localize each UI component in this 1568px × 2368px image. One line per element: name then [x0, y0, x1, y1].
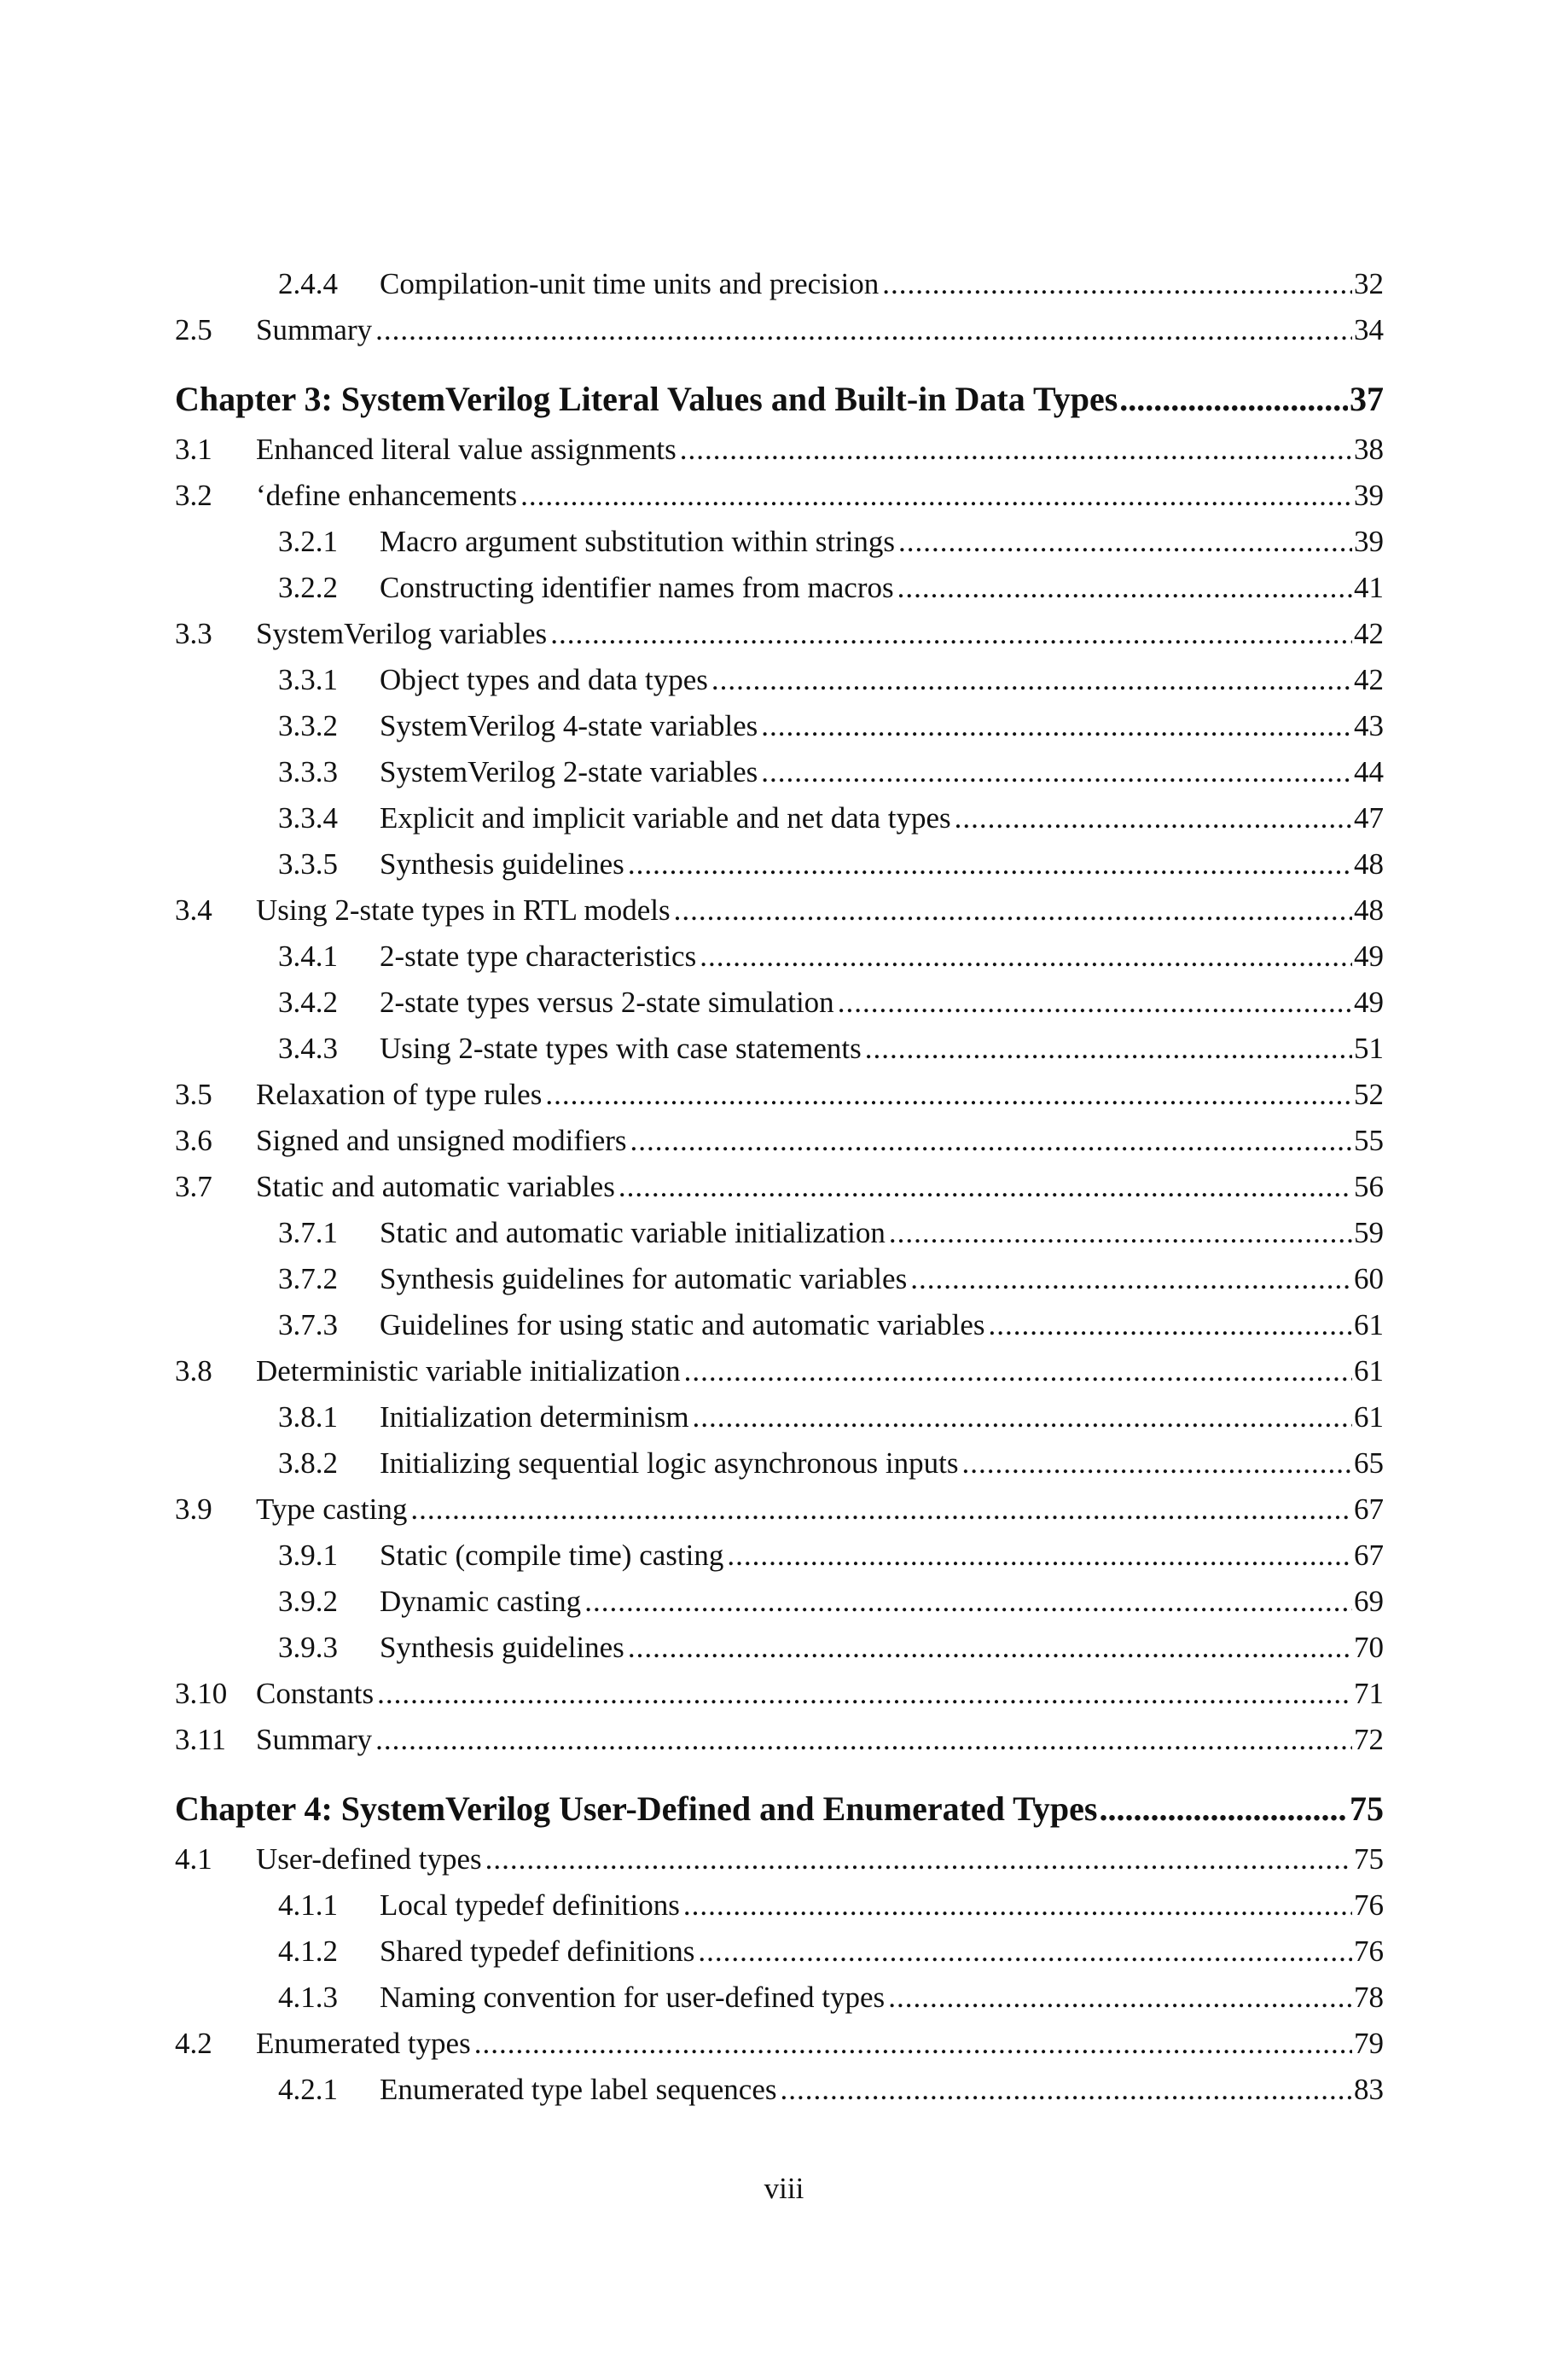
- entry-title: Using 2-state types in RTL models: [256, 893, 671, 927]
- entry-title: SystemVerilog variables: [256, 617, 548, 650]
- toc-entry-subsection: [175, 2067, 1384, 2113]
- toc-entry-subsection: [175, 703, 1384, 749]
- entry-title: Initialization determinism: [380, 1400, 689, 1434]
- dot-leader: [520, 473, 1352, 519]
- entry-number: 3.1: [175, 433, 212, 466]
- entry-page: 65: [1354, 1446, 1384, 1480]
- entry-page: 76: [1354, 1935, 1384, 1968]
- entry-number: 3.11: [175, 1723, 226, 1756]
- toc-entry-chapter: [175, 372, 1384, 427]
- entry-page: 67: [1354, 1539, 1384, 1572]
- entry-page: 67: [1354, 1492, 1384, 1526]
- dot-leader: [955, 795, 1352, 841]
- dot-leader: [628, 1625, 1352, 1671]
- entry-page: 41: [1354, 571, 1384, 604]
- dot-leader: [897, 565, 1352, 611]
- entry-number: 3.8.2: [278, 1446, 338, 1480]
- entry-page: 75: [1354, 1842, 1384, 1876]
- toc-entry-section: [175, 2021, 1384, 2067]
- dot-leader: [630, 1118, 1352, 1164]
- entry-page: 39: [1354, 525, 1384, 558]
- dot-leader: [761, 703, 1352, 749]
- dot-leader: [698, 1929, 1352, 1975]
- entry-number: 3.9.3: [278, 1631, 338, 1664]
- toc-entry-section: [175, 1118, 1384, 1164]
- entry-number: 3.9.1: [278, 1539, 338, 1572]
- entry-page: 51: [1354, 1032, 1384, 1065]
- toc-entry-section: [175, 1717, 1384, 1763]
- toc-entry-section: [175, 307, 1384, 353]
- entry-title: SystemVerilog 4-state variables: [380, 709, 758, 742]
- toc-entry-section: [175, 1164, 1384, 1210]
- entry-page: 76: [1354, 1888, 1384, 1922]
- entry-title: Using 2-state types with case statements: [380, 1032, 862, 1065]
- toc-entry-subsection: [175, 565, 1384, 611]
- toc-entry-subsection: [175, 1210, 1384, 1256]
- entry-number: 4.1.1: [278, 1888, 338, 1922]
- entry-page: 44: [1354, 755, 1384, 788]
- chapter-title: Chapter 3: SystemVerilog Literal Values and Built-in Data Types: [175, 380, 1118, 418]
- toc-entry-subsection: [175, 1975, 1384, 2021]
- entry-number: 4.1.3: [278, 1981, 338, 2014]
- entry-page: 43: [1354, 709, 1384, 742]
- dot-leader: [711, 657, 1352, 703]
- toc-entry-section: [175, 473, 1384, 519]
- entry-page: 61: [1354, 1400, 1384, 1434]
- dot-leader: [910, 1256, 1352, 1302]
- entry-page: 49: [1354, 940, 1384, 973]
- entry-title: Summary: [256, 313, 373, 346]
- toc-entry-subsection: [175, 519, 1384, 565]
- entry-number: 2.4.4: [278, 267, 338, 300]
- entry-number: 4.2: [175, 2027, 212, 2060]
- entry-page: 72: [1354, 1723, 1384, 1756]
- entry-title: Explicit and implicit variable and net data types: [380, 801, 951, 835]
- dot-leader: [838, 980, 1352, 1026]
- dot-leader: [485, 1836, 1352, 1882]
- toc-entry-subsection: [175, 1394, 1384, 1440]
- entry-page: 32: [1354, 267, 1384, 300]
- entry-number: 3.6: [175, 1124, 212, 1157]
- entry-page: 39: [1354, 479, 1384, 512]
- entry-page: 78: [1354, 1981, 1384, 2014]
- dot-leader: [700, 934, 1352, 980]
- entry-number: 3.3: [175, 617, 212, 650]
- entry-page: 34: [1354, 313, 1384, 346]
- entry-title: Signed and unsigned modifiers: [256, 1124, 627, 1157]
- entry-title: Static and automatic variables: [256, 1170, 615, 1203]
- dot-leader: [781, 2067, 1353, 2113]
- entry-page: 69: [1354, 1585, 1384, 1618]
- entry-page: 38: [1354, 433, 1384, 466]
- dot-leader: [1119, 372, 1348, 427]
- entry-title: Synthesis guidelines: [380, 1631, 624, 1664]
- toc-entry-section: [175, 1836, 1384, 1882]
- entry-page: 48: [1354, 893, 1384, 927]
- entry-title: Static (compile time) casting: [380, 1539, 724, 1572]
- entry-title: Constructing identifier names from macros: [380, 571, 894, 604]
- dot-leader: [550, 611, 1352, 657]
- entry-number: 4.1.2: [278, 1935, 338, 1968]
- entry-title: User-defined types: [256, 1842, 482, 1876]
- dot-leader: [377, 1671, 1352, 1717]
- toc-entry-section: [175, 1487, 1384, 1533]
- toc-entry-chapter: [175, 1782, 1384, 1836]
- dot-leader: [961, 1440, 1352, 1487]
- dot-leader: [674, 887, 1352, 934]
- dot-leader: [727, 1533, 1352, 1579]
- entry-page: 55: [1354, 1124, 1384, 1157]
- toc-entry-subsection: [175, 1026, 1384, 1072]
- entry-number: 3.7.2: [278, 1262, 338, 1295]
- dot-leader: [545, 1072, 1352, 1118]
- entry-number: 3.9.2: [278, 1585, 338, 1618]
- entry-title: Macro argument substitution within strings: [380, 525, 896, 558]
- toc-entry-section: [175, 1671, 1384, 1717]
- toc-entry-subsection: [175, 1533, 1384, 1579]
- entry-title: Static and automatic variable initialization: [380, 1216, 886, 1249]
- dot-leader: [474, 2021, 1352, 2067]
- toc-entry-subsection: [175, 1579, 1384, 1625]
- entry-number: 3.2.2: [278, 571, 338, 604]
- entry-number: 3.5: [175, 1078, 212, 1111]
- entry-number: 3.3.2: [278, 709, 338, 742]
- entry-number: 3.10: [175, 1677, 228, 1710]
- dot-leader: [584, 1579, 1352, 1625]
- entry-title: ‘define enhancements: [256, 479, 518, 512]
- entry-number: 4.2.1: [278, 2073, 338, 2106]
- entry-number: 3.4: [175, 893, 212, 927]
- chapter-title: Chapter 4: SystemVerilog User-Defined and Enumerated Types: [175, 1789, 1098, 1828]
- toc-entry-subsection: [175, 795, 1384, 841]
- toc-entry-section: [175, 427, 1384, 473]
- entry-number: 3.3.5: [278, 847, 338, 881]
- toc-entry-subsection: [175, 1302, 1384, 1348]
- entry-title: Compilation-unit time units and precision: [380, 267, 880, 300]
- entry-number: 3.8.1: [278, 1400, 338, 1434]
- toc-entry-subsection: [175, 657, 1384, 703]
- dot-leader: [684, 1348, 1352, 1394]
- entry-title: Relaxation of type rules: [256, 1078, 543, 1111]
- entry-title: Object types and data types: [380, 663, 708, 696]
- entry-number: 2.5: [175, 313, 212, 346]
- entry-number: 3.7.3: [278, 1308, 338, 1341]
- toc-entry-section: [175, 1348, 1384, 1394]
- page-folio: viii: [764, 2172, 804, 2205]
- toc-entry-subsection: [175, 980, 1384, 1026]
- entry-page: 42: [1354, 663, 1384, 696]
- entry-number: 3.9: [175, 1492, 212, 1526]
- entry-number: 3.4.1: [278, 940, 338, 973]
- entry-title: Constants: [256, 1677, 375, 1710]
- entry-number: 3.2: [175, 479, 212, 512]
- entry-page: 47: [1354, 801, 1384, 835]
- entry-page: 71: [1354, 1677, 1384, 1710]
- toc-entry-subsection: [175, 1625, 1384, 1671]
- entry-page: 48: [1354, 847, 1384, 881]
- dot-leader: [410, 1487, 1352, 1533]
- dot-leader: [693, 1394, 1352, 1440]
- toc-entry-section: [175, 1072, 1384, 1118]
- entry-number: 3.4.2: [278, 986, 338, 1019]
- entry-number: 3.3.4: [278, 801, 338, 835]
- entry-title: Enumerated types: [256, 2027, 471, 2060]
- entry-title: 2-state types versus 2-state simulation: [380, 986, 834, 1019]
- dot-leader: [618, 1164, 1352, 1210]
- entry-page: 59: [1354, 1216, 1384, 1249]
- entry-page: 79: [1354, 2027, 1384, 2060]
- dot-leader: [761, 749, 1352, 795]
- toc-entry-section: [175, 611, 1384, 657]
- entry-title: Dynamic casting: [380, 1585, 582, 1618]
- toc-entry-subsection: [175, 1882, 1384, 1929]
- entry-title: 2-state type characteristics: [380, 940, 697, 973]
- entry-title: Synthesis guidelines for automatic variables: [380, 1262, 908, 1295]
- entry-title: Deterministic variable initialization: [256, 1354, 681, 1388]
- toc-entry-subsection: [175, 1440, 1384, 1487]
- dot-leader: [888, 1975, 1352, 2021]
- toc-entry-subsection: [175, 841, 1384, 887]
- entry-page: 49: [1354, 986, 1384, 1019]
- entry-title: Naming convention for user-defined types: [380, 1981, 886, 2014]
- entry-title: Synthesis guidelines: [380, 847, 624, 881]
- table-of-contents: [175, 261, 1384, 2113]
- entry-title: SystemVerilog 2-state variables: [380, 755, 758, 788]
- entry-page: 83: [1354, 2073, 1384, 2106]
- entry-title: Guidelines for using static and automatic variables: [380, 1308, 985, 1341]
- entry-page: 37: [1350, 380, 1384, 418]
- entry-number: 3.4.3: [278, 1032, 338, 1065]
- toc-entry-subsection: [175, 261, 1384, 307]
- dot-leader: [889, 1210, 1352, 1256]
- toc-entry-subsection: [175, 1929, 1384, 1975]
- entry-number: 3.7.1: [278, 1216, 338, 1249]
- toc-entry-subsection: [175, 749, 1384, 795]
- entry-title: Enhanced literal value assignments: [256, 433, 677, 466]
- entry-title: Type casting: [256, 1492, 408, 1526]
- entry-number: 3.3.3: [278, 755, 338, 788]
- dot-leader: [882, 261, 1352, 307]
- dot-leader: [1099, 1782, 1348, 1836]
- entry-title: Enumerated type label sequences: [380, 2073, 777, 2106]
- dot-leader: [680, 427, 1352, 473]
- dot-leader: [375, 1717, 1352, 1763]
- dot-leader: [865, 1026, 1352, 1072]
- entry-page: 61: [1354, 1354, 1384, 1388]
- dot-leader: [628, 841, 1352, 887]
- entry-number: 3.7: [175, 1170, 212, 1203]
- entry-number: 4.1: [175, 1842, 212, 1876]
- dot-leader: [683, 1882, 1352, 1929]
- entry-page: 70: [1354, 1631, 1384, 1664]
- toc-entry-subsection: [175, 1256, 1384, 1302]
- entry-title: Initializing sequential logic asynchronous inputs: [380, 1446, 959, 1480]
- entry-page: 61: [1354, 1308, 1384, 1341]
- entry-page: 42: [1354, 617, 1384, 650]
- entry-page: 56: [1354, 1170, 1384, 1203]
- entry-page: 60: [1354, 1262, 1384, 1295]
- dot-leader: [375, 307, 1352, 353]
- entry-page: 75: [1350, 1789, 1384, 1828]
- toc-entry-subsection: [175, 934, 1384, 980]
- entry-number: 3.3.1: [278, 663, 338, 696]
- entry-number: 3.8: [175, 1354, 212, 1388]
- entry-title: Local typedef definitions: [380, 1888, 680, 1922]
- dot-leader: [989, 1302, 1352, 1348]
- entry-title: Shared typedef definitions: [380, 1935, 695, 1968]
- toc-entry-section: [175, 887, 1384, 934]
- entry-number: 3.2.1: [278, 525, 338, 558]
- dot-leader: [898, 519, 1352, 565]
- entry-page: 52: [1354, 1078, 1384, 1111]
- entry-title: Summary: [256, 1723, 373, 1756]
